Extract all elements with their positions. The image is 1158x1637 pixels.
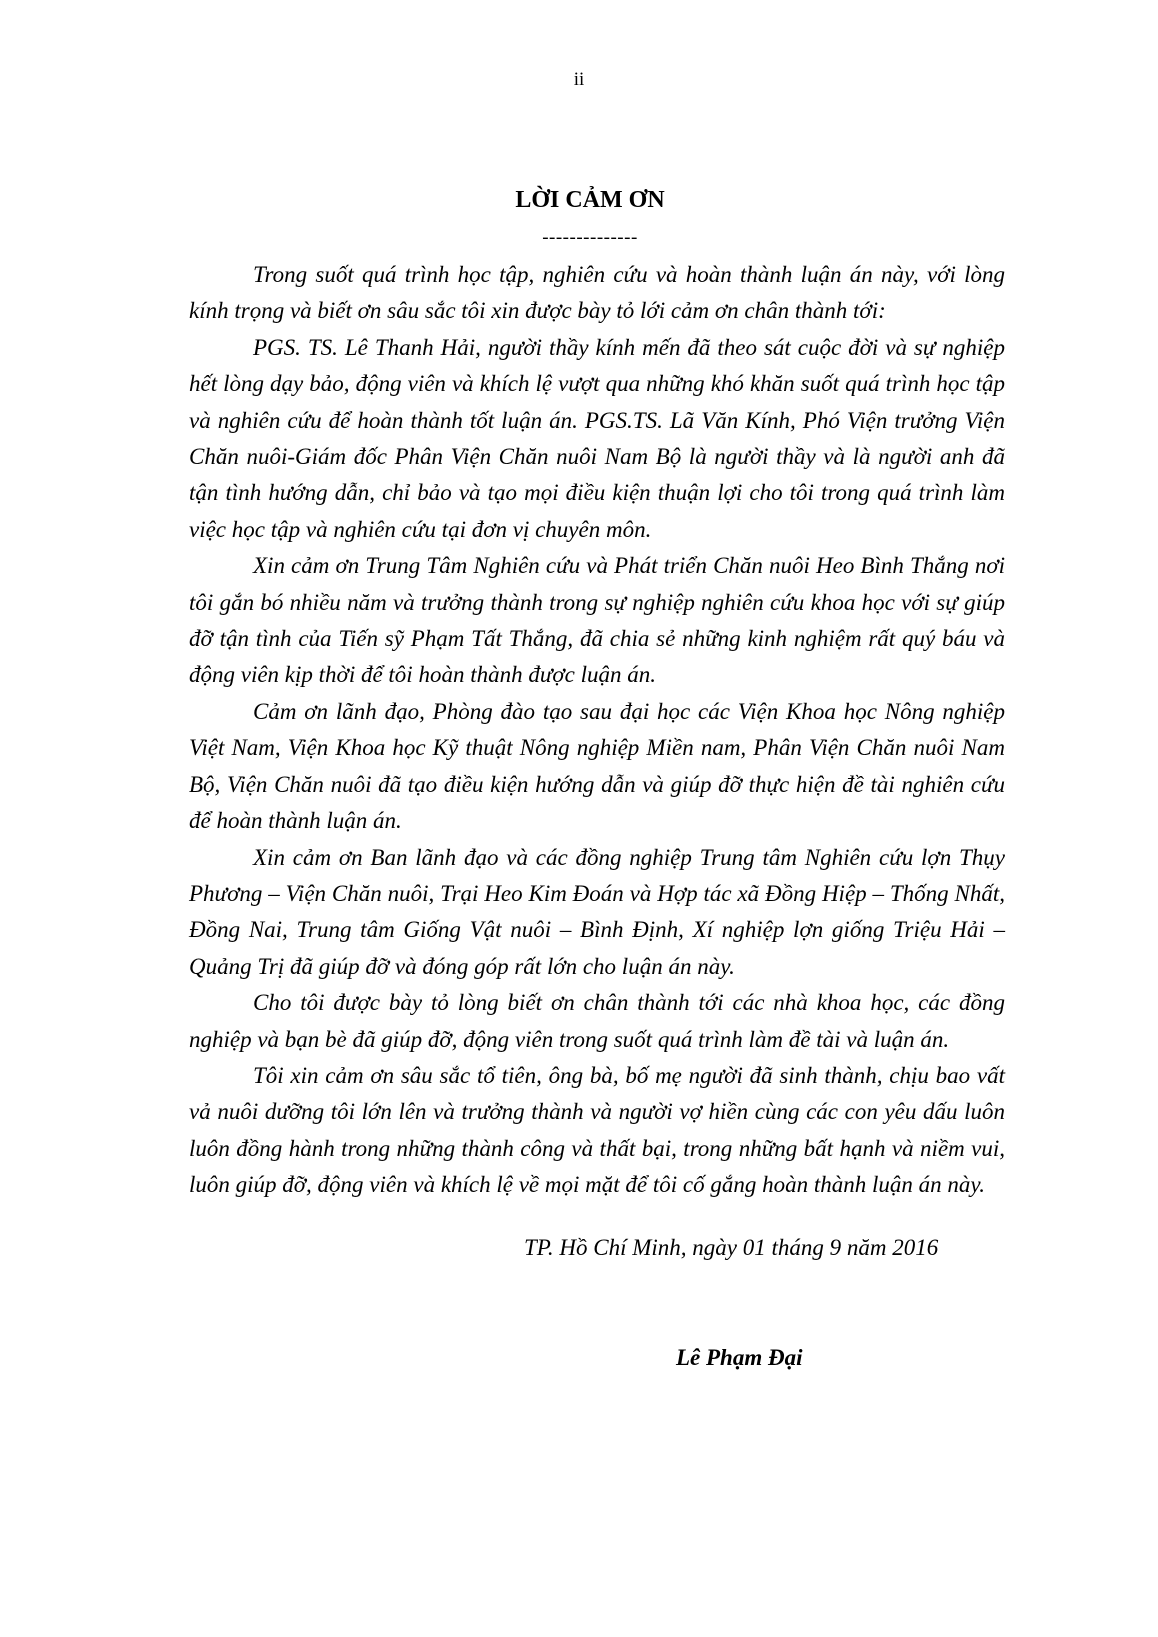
author-name: Lê Phạm Đại — [676, 1345, 803, 1370]
paragraph-institutes: Cảm ơn lãnh đạo, Phòng đào tạo sau đại học các Viện Khoa học Nông nghiệp Việt Nam, Viện Khoa học Kỹ thuật Nông nghiệp Miền nam, Phân Viện Chăn nuôi Nam Bộ, Viện Chăn nuôi đã tạo điều kiện hướng dẫn và giúp đỡ thực hiện đề tài nghiên cứu để hoàn thành luận án. — [189, 698, 1005, 834]
paragraph-scientists-friends: Cho tôi được bày tỏ lòng biết ơn chân thành tới các nhà khoa học, các đồng nghiệp và bạn bè đã giúp đỡ, động viên trong suốt quá trình làm đề tài và luận án. — [189, 990, 1005, 1052]
title-divider: -------------- — [542, 227, 638, 248]
paragraph-family: Tôi xin cảm ơn sâu sắc tổ tiên, ông bà, bố mẹ người đã sinh thành, chịu bao vất vả nuôi dưỡng tôi lớn lên và trưởng thành và người vợ hiền cùng các con yêu dấu luôn luôn đồng hành trong những thành công và thất bại, trong những bất hạnh và niềm vui, luôn giúp đỡ, động viên và khích lệ về mọi mặt để tôi cố gắng hoàn thành luận án này. — [189, 1062, 1005, 1198]
paragraph-colleagues: Xin cảm ơn Ban lãnh đạo và các đồng nghiệp Trung tâm Nghiên cứu lợn Thụy Phương – Viện Chăn nuôi, Trại Heo Kim Đoán và Hợp tác xã Đồng Hiệp – Thống Nhất, Đồng Nai, Trung tâm Giống Vật nuôi – Bình Định, Xí nghiệp lợn giống Triệu Hải – Quảng Trị đã giúp đỡ và đóng góp rất lớn cho luận án này. — [189, 844, 1005, 979]
page-number: ii — [573, 69, 585, 90]
page-title: LỜI CẢM ƠN — [515, 187, 665, 213]
closing-place-date: TP. Hồ Chí Minh, ngày 01 tháng 9 năm 2016 — [524, 1235, 939, 1260]
acknowledgement-body — [189, 257, 1005, 1204]
paragraph-supervisors: PGS. TS. Lê Thanh Hải, người thầy kính mến đã theo sát cuộc đời và sự nghiệp hết lòng dạy bảo, động viên và khích lệ vượt qua những khó khăn suốt quá trình học tập và nghiên cứu để hoàn thành tốt luận án. PGS.TS. Lã Văn Kính, Phó Viện trưởng Viện Chăn nuôi-Giám đốc Phân Viện Chăn nuôi Nam Bộ là người thầy và là người anh đã tận tình hướng dẫn, chỉ bảo và tạo mọi điều kiện thuận lợi cho tôi trong quá trình làm việc học tập và nghiên cứu tại đơn vị chuyên môn. — [189, 334, 1005, 542]
paragraph-intro: Trong suốt quá trình học tập, nghiên cứu và hoàn thành luận án này, với lòng kính trọng và biết ơn sâu sắc tôi xin được bày tỏ lới cảm ơn chân thành tới: — [189, 262, 1005, 324]
paragraph-research-center: Xin cảm ơn Trung Tâm Nghiên cứu và Phát triển Chăn nuôi Heo Bình Thắng nơi tôi gắn bó nhiều năm và trưởng thành trong sự nghiệp nghiên cứu khoa học với sự giúp đỡ tận tình của Tiến sỹ Phạm Tất Thắng, đã chia sẻ những kinh nghiệm rất quý báu và động viên kịp thời để tôi hoàn thành được luận án. — [189, 553, 1005, 688]
